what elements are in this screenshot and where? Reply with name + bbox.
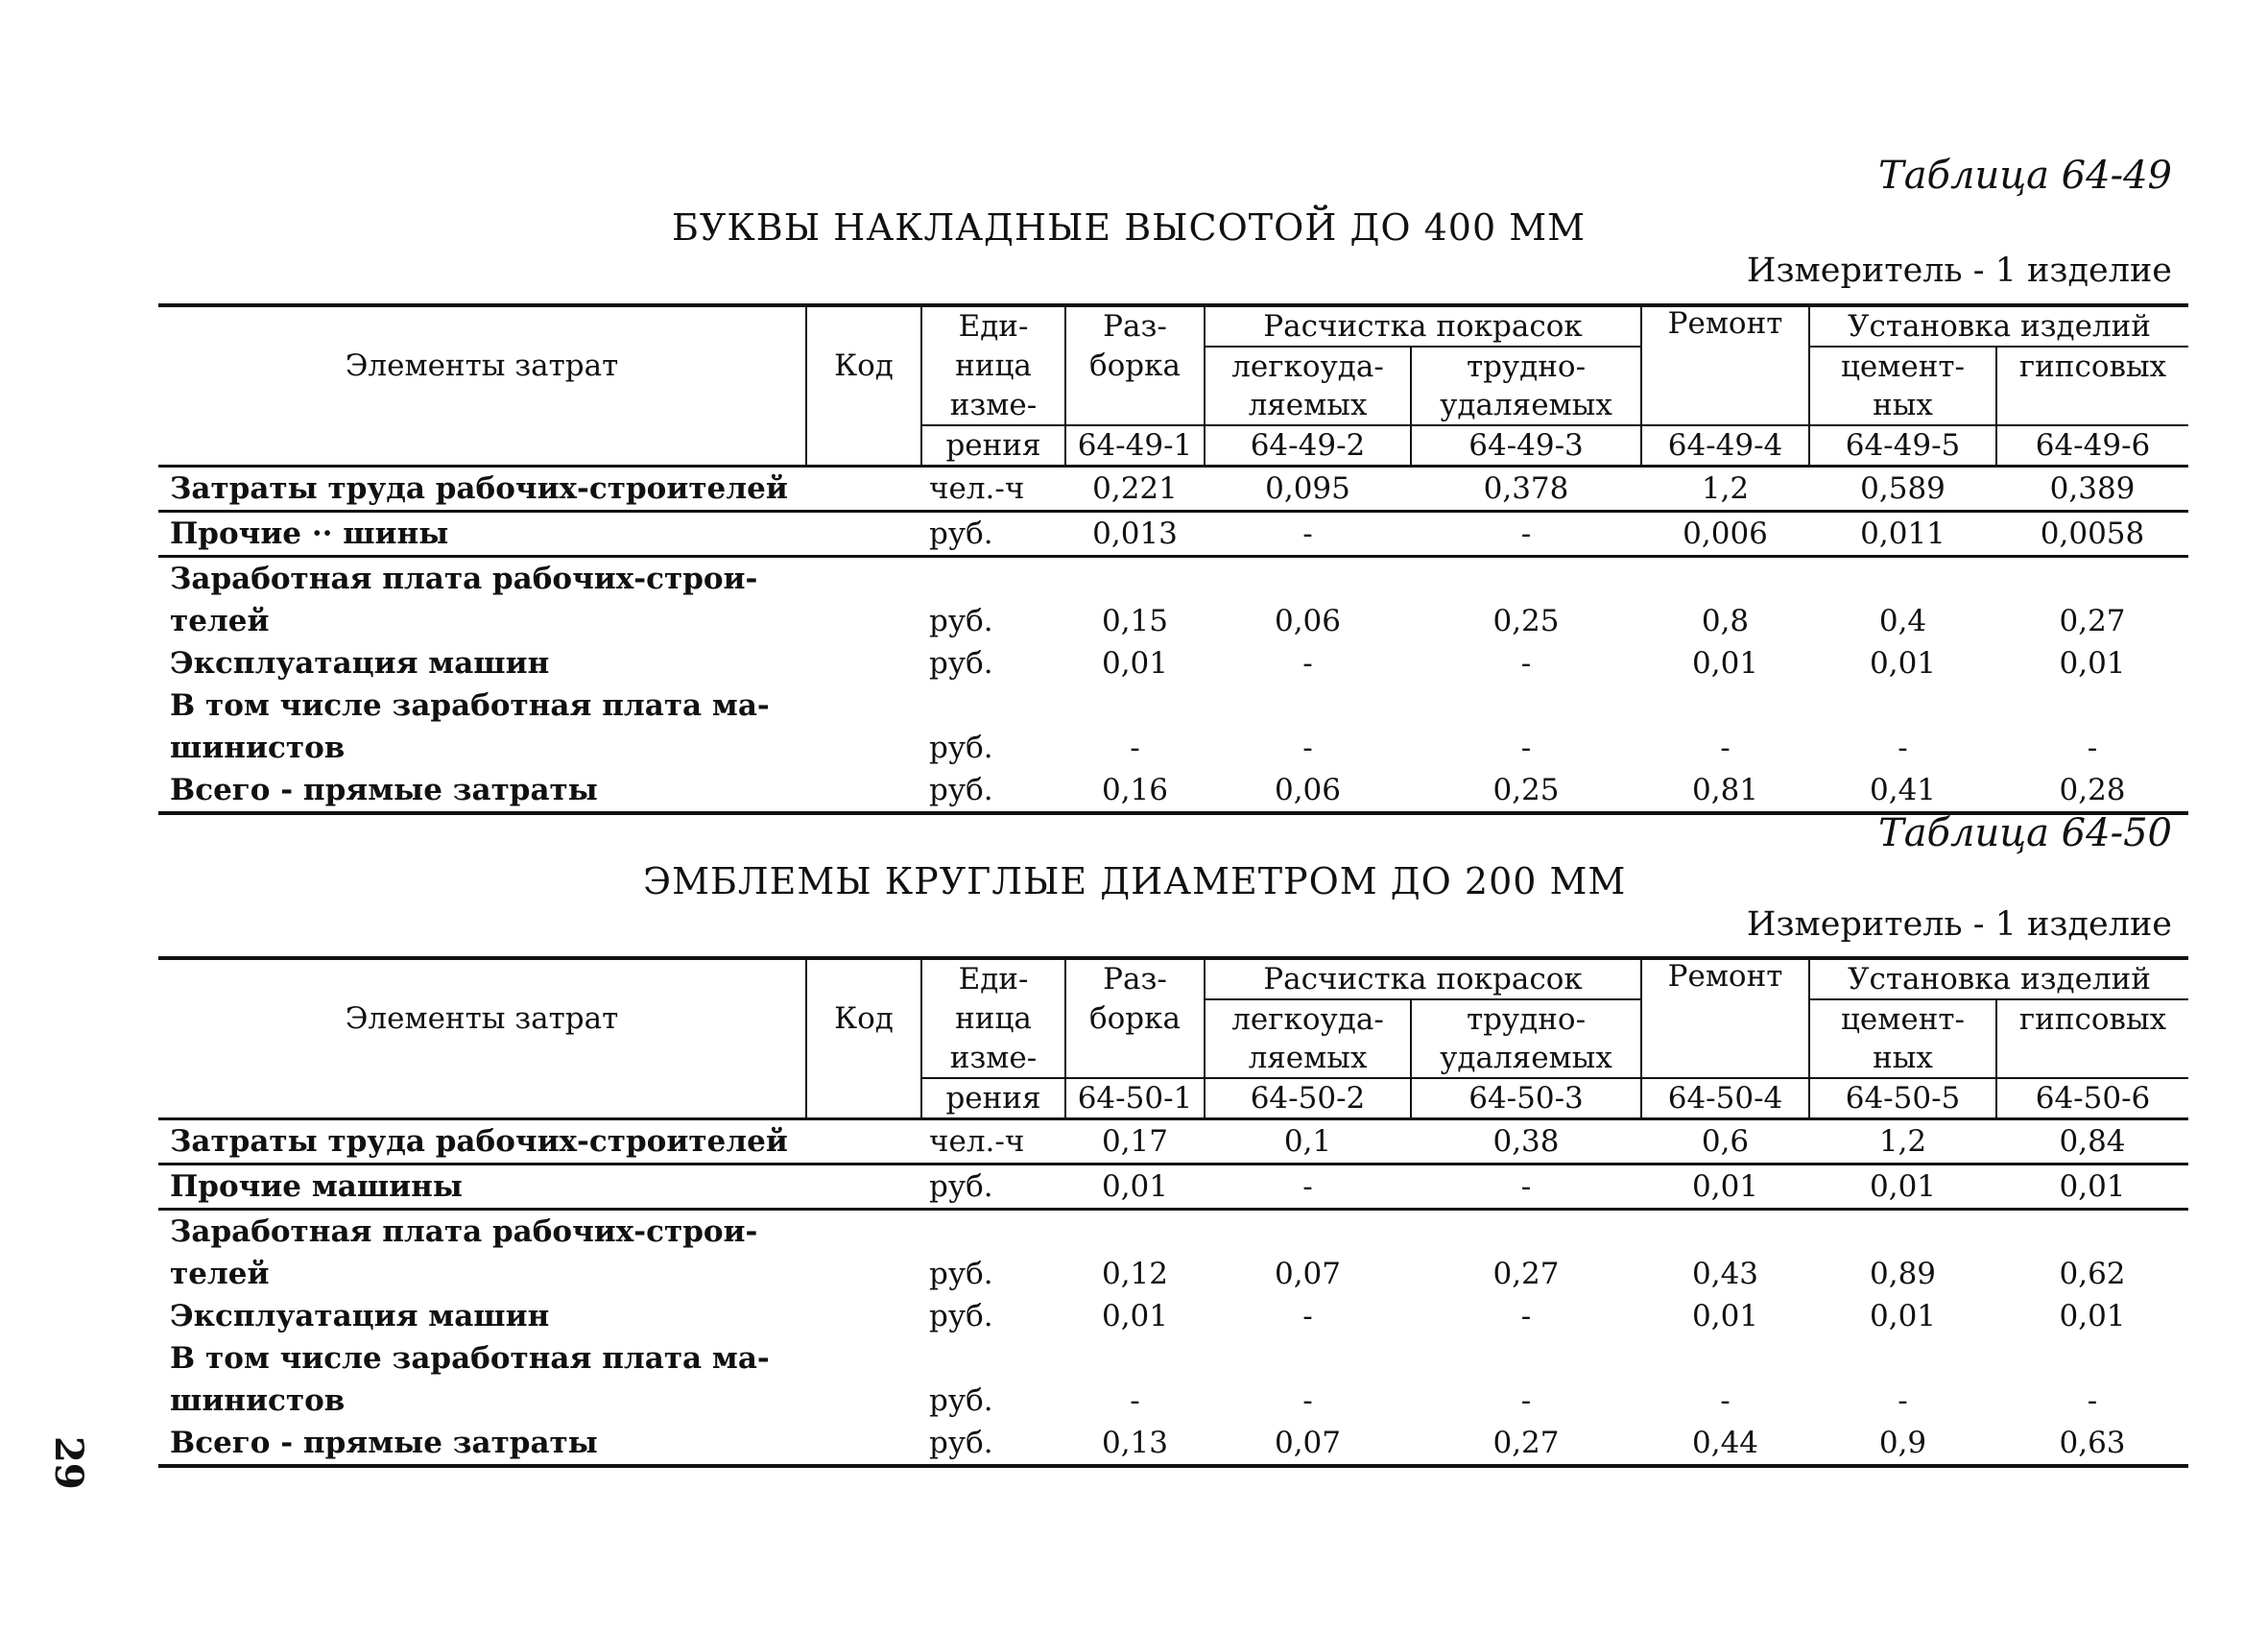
table-row: [158, 1295, 2188, 1337]
header-remont: Ремонт: [1641, 958, 1809, 1078]
code-cell: 64-50-1: [1065, 1078, 1205, 1119]
row-value: 1,2: [1641, 467, 1809, 512]
header-legko-2: ляемых: [1205, 386, 1411, 425]
row-unit: руб.: [929, 603, 993, 638]
header-unit-4: рения: [921, 1078, 1065, 1119]
row-value: 0,84: [1996, 1119, 2188, 1165]
row-value: -: [1302, 1382, 1313, 1418]
header-cement-2: ных: [1809, 386, 1996, 425]
row-value: 0,15: [1101, 603, 1169, 638]
row-value: -: [1520, 1298, 1532, 1333]
row-unit: руб.: [929, 1298, 993, 1333]
table-row: [158, 512, 2188, 557]
header-elements: Элементы затрат: [158, 958, 806, 1078]
header-unit-2: ница: [921, 347, 1065, 386]
header-unit-1: Еди-: [921, 305, 1065, 347]
code-cell: 64-50-6: [1996, 1078, 2188, 1119]
row-value: -: [2087, 730, 2098, 765]
row-value: 0,16: [1065, 769, 1205, 813]
row-value: 0,0058: [1996, 512, 2188, 557]
header-razborka-1: Раз-: [1065, 305, 1205, 347]
row-unit: чел.-ч: [921, 1119, 1065, 1165]
row-value: 0,01: [1996, 1165, 2188, 1210]
row-value: 0,01: [1692, 1298, 1759, 1333]
row-value: -: [1411, 1165, 1641, 1210]
row-label: Заработная плата рабочих-строи-: [170, 561, 758, 596]
row-unit: руб.: [929, 645, 993, 681]
row-value: -: [1205, 1165, 1411, 1210]
table-row: [158, 467, 2188, 512]
code-cell: 64-50-2: [1205, 1078, 1411, 1119]
row-value: 0,28: [1996, 769, 2188, 813]
row-value: 0,6: [1641, 1119, 1809, 1165]
row-unit: руб.: [929, 1256, 993, 1291]
header-raschistka: Расчистка покрасок: [1205, 305, 1641, 347]
row-value: 0,81: [1641, 769, 1809, 813]
header-legko-1: легкоуда-: [1205, 347, 1411, 386]
row-value: 0,9: [1809, 1422, 1996, 1466]
row-value: -: [2087, 1382, 2098, 1418]
row-value: 0,07: [1274, 1256, 1342, 1291]
header-legko-1: легкоуда-: [1205, 999, 1411, 1039]
row-value: 0,389: [1996, 467, 2188, 512]
row-value: 0,27: [2059, 603, 2126, 638]
row-unit: руб.: [929, 1382, 993, 1418]
header-trudno-2: удаляемых: [1411, 1039, 1641, 1078]
row-value: 0,01: [1870, 645, 1937, 681]
row-value: -: [1411, 512, 1641, 557]
code-cell: 64-49-5: [1809, 425, 1996, 467]
row-value: 0,221: [1065, 467, 1205, 512]
row-value: -: [1302, 1298, 1313, 1333]
table-row: [158, 600, 2188, 642]
header-unit-1: Еди-: [921, 958, 1065, 999]
row-value: 0,013: [1065, 512, 1205, 557]
row-value: -: [1520, 1382, 1532, 1418]
row-label: Всего - прямые затраты: [158, 1422, 921, 1466]
row-value: 0,06: [1205, 769, 1411, 813]
row-value: 0,44: [1641, 1422, 1809, 1466]
table-label: Таблица 64-50: [1878, 811, 2172, 855]
code-cell: 64-50-4: [1641, 1078, 1809, 1119]
header-cement-1: цемент-: [1809, 347, 1996, 386]
row-label: Эксплуатация машин: [170, 1298, 550, 1333]
header-cement-2: ных: [1809, 1039, 1996, 1078]
table-row: [158, 1119, 2188, 1165]
row-value: 0,01: [1641, 1165, 1809, 1210]
code-cell: 64-49-1: [1065, 425, 1205, 467]
header-gips: гипсовых: [2018, 1001, 2167, 1037]
table-title: ЭМБЛЕМЫ КРУГЛЫЕ ДИАМЕТРОМ ДО 200 ММ: [643, 860, 1627, 902]
row-label: шинистов: [170, 1382, 346, 1418]
row-value: 0,27: [1492, 1256, 1560, 1291]
table-row: [158, 1380, 2188, 1422]
code-cell: 64-50-3: [1411, 1078, 1641, 1119]
row-value: 0,1: [1205, 1119, 1411, 1165]
row-value: 0,01: [1065, 1165, 1205, 1210]
row-value: -: [1898, 730, 1908, 765]
row-label: Эксплуатация машин: [170, 645, 550, 681]
header-trudno-1: трудно-: [1411, 999, 1641, 1039]
table-row: [158, 642, 2188, 684]
header-code: Код: [806, 305, 921, 425]
row-unit: руб.: [921, 769, 1065, 813]
row-value: 0,13: [1065, 1422, 1205, 1466]
table-title: БУКВЫ НАКЛАДНЫЕ ВЫСОТОЙ ДО 400 ММ: [672, 206, 1587, 249]
row-label: Всего - прямые затраты: [158, 769, 921, 813]
table-row: [158, 769, 2188, 813]
row-value: -: [1898, 1382, 1908, 1418]
header-trudno-2: удаляемых: [1411, 386, 1641, 425]
row-value: 0,01: [2059, 1298, 2126, 1333]
row-unit: руб.: [921, 1165, 1065, 1210]
row-label: телей: [170, 1256, 270, 1291]
header-cement-1: цемент-: [1809, 999, 1996, 1039]
row-value: 0,63: [1996, 1422, 2188, 1466]
row-label: В том числе заработная плата ма-: [170, 1340, 770, 1376]
row-value: 0,01: [1809, 1165, 1996, 1210]
row-value: 0,17: [1065, 1119, 1205, 1165]
header-ustanovka: Установка изделий: [1809, 305, 2188, 347]
row-value: 0,89: [1870, 1256, 1937, 1291]
row-unit: руб.: [929, 730, 993, 765]
header-ustanovka: Установка изделий: [1809, 958, 2188, 999]
table-row: [158, 1422, 2188, 1466]
table-row: [158, 684, 2188, 727]
row-label: шинистов: [170, 730, 346, 765]
code-cell: 64-49-3: [1411, 425, 1641, 467]
row-label: Затраты труда рабочих-строителей: [158, 467, 921, 512]
row-unit: руб.: [921, 1422, 1065, 1466]
header-gips: гипсовых: [2018, 348, 2167, 384]
row-value: 0,06: [1274, 603, 1342, 638]
table-row: [158, 1210, 2188, 1254]
table-row: [158, 727, 2188, 769]
row-value: 0,62: [2059, 1256, 2126, 1291]
header-raschistka: Расчистка покрасок: [1205, 958, 1641, 999]
table-row: [158, 1165, 2188, 1210]
header-razborka-1: Раз-: [1065, 958, 1205, 999]
row-value: 0,43: [1692, 1256, 1759, 1291]
row-value: 0,25: [1411, 769, 1641, 813]
table-row: [158, 1337, 2188, 1380]
header-trudno-1: трудно-: [1411, 347, 1641, 386]
row-label: Затраты труда рабочих-строителей: [158, 1119, 921, 1165]
row-value: -: [1520, 645, 1532, 681]
row-label: Заработная плата рабочих-строи-: [170, 1213, 758, 1249]
row-value: -: [1520, 730, 1532, 765]
row-unit: чел.-ч: [921, 467, 1065, 512]
row-value: 0,41: [1809, 769, 1996, 813]
row-label: Прочие ·· шины: [158, 512, 921, 557]
code-cell: 64-49-4: [1641, 425, 1809, 467]
table-meter: Измеритель - 1 изделие: [1746, 252, 2172, 290]
header-unit-3: изме-: [921, 1039, 1065, 1078]
cost-table: [158, 956, 2188, 1468]
header-unit-4: рения: [921, 425, 1065, 467]
row-unit: руб.: [921, 512, 1065, 557]
row-value: 0,38: [1411, 1119, 1641, 1165]
table-meter: Измеритель - 1 изделие: [1746, 905, 2172, 944]
header-remont: Ремонт: [1641, 305, 1809, 425]
page-number: 29: [46, 1436, 91, 1490]
row-label: В том числе заработная плата ма-: [170, 687, 770, 723]
row-value: 0,25: [1492, 603, 1560, 638]
row-value: 0,07: [1205, 1422, 1411, 1466]
row-value: -: [1302, 730, 1313, 765]
row-value: 1,2: [1809, 1119, 1996, 1165]
table-label: Таблица 64-49: [1878, 154, 2172, 198]
row-value: 0,12: [1101, 1256, 1169, 1291]
row-value: 0,378: [1411, 467, 1641, 512]
row-value: -: [1205, 512, 1411, 557]
header-razborka-2: борка: [1065, 999, 1205, 1039]
row-value: 0,589: [1809, 467, 1996, 512]
header-code: Код: [806, 958, 921, 1078]
code-cell: 64-49-2: [1205, 425, 1411, 467]
row-value: -: [1130, 730, 1140, 765]
row-value: 0,27: [1411, 1422, 1641, 1466]
row-value: 0,4: [1878, 603, 1927, 638]
row-label: телей: [170, 603, 270, 638]
header-unit-2: ница: [921, 999, 1065, 1039]
row-value: 0,01: [1101, 1298, 1169, 1333]
row-value: 0,006: [1641, 512, 1809, 557]
cost-table: [158, 303, 2188, 815]
row-value: 0,01: [1101, 645, 1169, 681]
header-elements: Элементы затрат: [158, 305, 806, 425]
header-unit-3: изме-: [921, 386, 1065, 425]
row-value: 0,01: [1692, 645, 1759, 681]
row-value: 0,01: [1870, 1298, 1937, 1333]
row-value: -: [1130, 1382, 1140, 1418]
table-row: [158, 1253, 2188, 1295]
row-value: 0,01: [2059, 645, 2126, 681]
code-cell: 64-49-6: [1996, 425, 2188, 467]
code-cell: 64-50-5: [1809, 1078, 1996, 1119]
row-value: 0,8: [1701, 603, 1750, 638]
row-value: -: [1720, 730, 1731, 765]
table-row: [158, 557, 2188, 601]
row-value: 0,095: [1205, 467, 1411, 512]
header-legko-2: ляемых: [1205, 1039, 1411, 1078]
row-value: 0,011: [1809, 512, 1996, 557]
row-label: Прочие машины: [158, 1165, 921, 1210]
row-value: -: [1302, 645, 1313, 681]
header-razborka-2: борка: [1065, 347, 1205, 386]
row-value: -: [1720, 1382, 1731, 1418]
